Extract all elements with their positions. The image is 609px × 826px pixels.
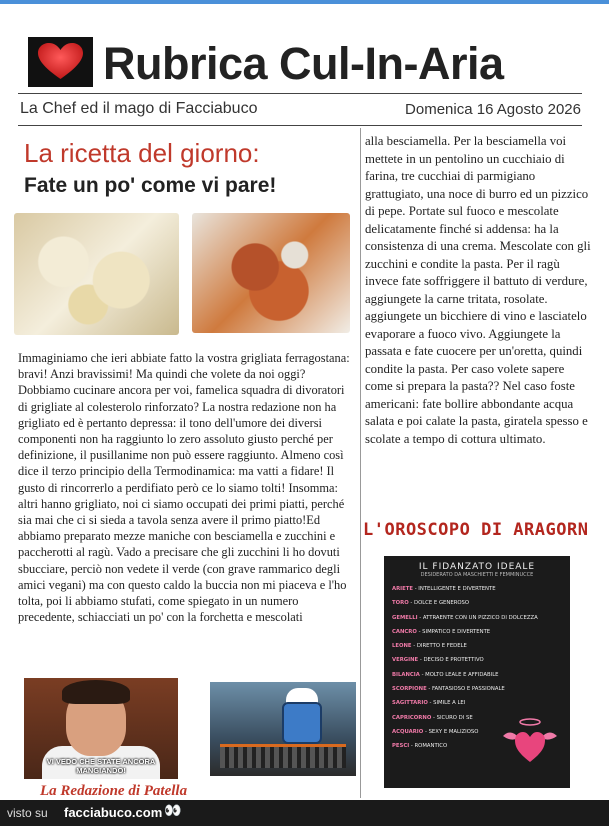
horoscope-sign: CAPRICORNO - SICURO DI SE xyxy=(392,714,473,721)
horoscope-card-title: IL FIDANZATO IDEALE xyxy=(418,562,536,572)
doctor-photo xyxy=(24,678,178,779)
column-divider xyxy=(360,128,361,798)
top-accent-bar xyxy=(0,0,609,4)
horoscope-heading: L'OROSCOPO DI ARAGORN xyxy=(363,520,589,540)
horoscope-sign: SAGITTARIO - SIMILE A LEI xyxy=(392,700,466,707)
pasta-ragu-photo xyxy=(192,213,350,333)
horoscope-sign: CANCRO - SIMPATICO E DIVERTENTE xyxy=(392,628,491,635)
robot-icon xyxy=(282,702,322,744)
article-body-left: Immaginiamo che ieri abbiate fatto la vostra grigliata ferragostana: bravi! Anzi bravissimi! Ma quindi che volete da noi oggi? Dobbiamo cucinare ancora per voi, famelica squadra di divoratori di grigliate al colesterolo rinforzato? La nostra redazione non ha grigliato ed è pertanto depressa: il tono dell'umore dei diversi componenti non ha raggiunto lo zero assoluto giusto perché per definizione, il pusillanime non può essere raggiunto. Almeno così dice il terzo principio della Termodinamica: ma vatti a fidare! Il gusto di rincorrerlo a perdifiato però ce lo siamo tolti! Insomma: altri hanno grigliato, noi ci siamo occupati dei primi piatti, perché sia mai che ci si sieda a tavola senza avere il primo piatto!Ed abbiamo preparato mezze maniche con besciamella e zucchini e paccherotti al ragù. Vado a precisare che gli zucchini li ho dovuti sbucciare, perciò non vedete il verde (con grave rammarico degli amici vegani) ma con questo caldo la buccia non mi piaceva e l'ho tolta, poi li abbiamo stufati, come spiegato in un numero precedente, schiacciati un po' con la forchetta e mescolati xyxy=(18,351,350,625)
horoscope-sign: LEONE - DIRETTO E FEDELE xyxy=(392,643,467,650)
eyes-icon: 👀 xyxy=(164,803,182,819)
horoscope-sign: VERGINE - DECISO E PROTETTIVO xyxy=(392,657,484,664)
horoscope-sign: TORO - DOLCE E GENEROSO xyxy=(392,600,470,607)
heart-logo-icon xyxy=(28,37,93,87)
article-body-right: alla besciamella. Per la besciamella voi mettete in un pentolino un cucchiaio di farina, tre cucchiai di parmigiano grattugiato, una noce di burro ed un pizzico di pepe. Portate sul fuoco e mescolate delicatamente finché si addensa: ha la consistenza di una crema. Mescolate con gli zucchini e condite la pasta. Per il ragù invece fate soffriggere il battuto di verdure, aggiungete la carne tritata, rosolate. aggiungete un bicchiere di vino e lasciatelo evaporare a fuoco vivo. Aggiungete la passata e fate cuocere per un'oretta, quindi condite la pasta. Per caso volete sapere come si prepara la pasta?? Nel caso foste americani: fate bollire abbondante acqua salata e poi calate la pasta, giratela spesso e scolate a tempo di cottura ultimato. xyxy=(365,134,591,446)
header-rule-top xyxy=(18,93,582,94)
signature: La Redazione di Patella xyxy=(40,783,188,799)
issue-date: Domenica 16 Agosto 2026 xyxy=(405,101,581,118)
newsletter-subtitle: La Chef ed il mago di Facciabuco xyxy=(20,100,258,117)
horoscope-card xyxy=(384,556,570,788)
horoscope-sign: GEMELLI - ATTRAENTE CON UN PIZZICO DI DOLCEZZA xyxy=(392,614,538,621)
article-headline: Fate un po' come vi pare! xyxy=(24,174,277,197)
horoscope-card-subtitle: DESIDERATO DA MASCHIETTI E FEMMINUCCE xyxy=(420,572,534,578)
horoscope-sign: ARIETE - INTELLIGENTE E DIVERTENTE xyxy=(392,586,496,592)
footer-bar xyxy=(0,800,609,826)
horoscope-sign: SCORPIONE - FANTASIOSO E PASSIONALE xyxy=(392,686,505,693)
horoscope-sign: BILANCIA - MOLTO LEALE E AFFIDABILE xyxy=(392,671,499,678)
header-rule-bottom xyxy=(18,125,582,126)
winged-heart-icon xyxy=(499,716,561,766)
horoscope-sign: PESCI - ROMANTICO xyxy=(392,743,448,750)
pasta-bechamel-photo xyxy=(14,213,179,335)
newsletter-title: Rubrica Cul-In-Aria xyxy=(103,38,504,89)
doctor-photo-caption: VI VEDO CHE STATE ANCORA MANGIANDO! xyxy=(46,757,156,775)
section-title: La ricetta del giorno: xyxy=(24,138,260,168)
doctor-hair xyxy=(62,680,130,704)
robot-chef-grill-photo xyxy=(210,682,356,776)
grill-icon xyxy=(220,744,346,768)
footer-visto-su: visto su xyxy=(7,806,48,820)
horoscope-sign: ACQUARIO - SEXY E MALIZIOSO xyxy=(392,728,479,735)
footer-site-link[interactable]: facciabuco.com xyxy=(64,805,163,820)
